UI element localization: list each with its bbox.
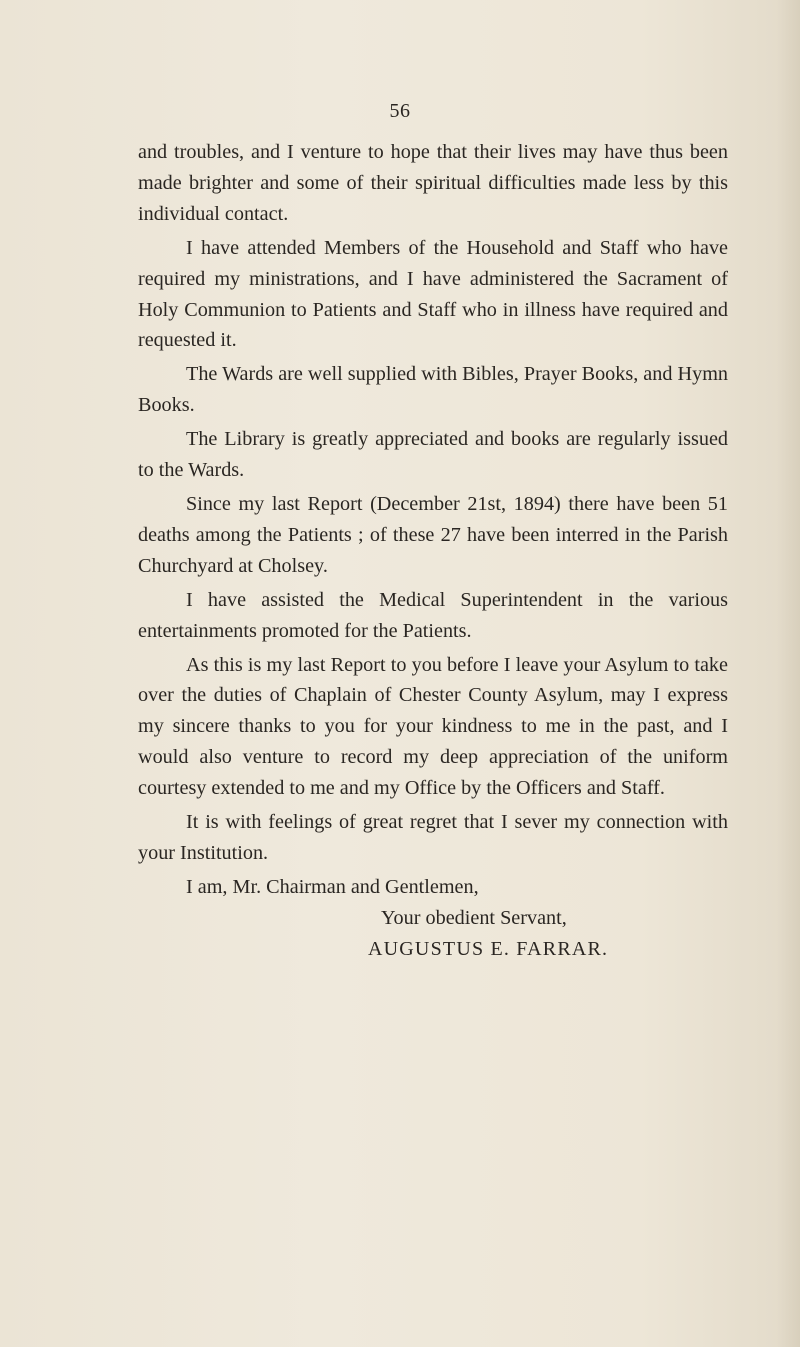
paragraph: Since my last Report (December 21st, 1894) there have been 51 deaths among the Patients ; of these 27 have been interred in the Parish Churchyard at Cholsey. [138,492,728,577]
letter-body [138,137,728,965]
paragraph: It is with feelings of great regret that I sever my connection with your Institution. [138,811,728,864]
page-number: 56 [389,100,411,122]
signature: AUGUSTUS E. FARRAR. [368,937,609,960]
letter-closing [138,872,728,965]
paragraph: The Library is greatly appreciated and books are regularly issued to the Wards. [138,428,728,482]
closing-valediction: Your obedient Servant, [381,906,567,929]
paragraph: The Wards are well supplied with Bibles, Prayer Books, and Hymn Books. [138,363,728,417]
closing-salutation: I am, Mr. Chairman and Gentlemen, [186,875,479,898]
paragraph: I have attended Members of the Household and Staff who have required my ministrations, and I have administered the Sacrament of Holy Communion to Patients and Staff who in illness have required and requested it. [138,236,728,352]
paragraph: I have assisted the Medical Superintendent in the various entertainments promoted for the Patients. [138,588,728,642]
paragraph: and troubles, and I venture to hope that their lives may have thus been made brighter and some of their spiritual difficulties made less by this individual contact. [138,141,728,225]
paragraph: As this is my last Report to you before I leave your Asylum to take over the duties of Chaplain of Chester County Asylum, may I express my sincere thanks to you for your kindness to me in the past, and I would also venture to record my deep appreciation of the uniform courtesy extended to me and my Office by the Officers and Staff. [138,653,728,800]
